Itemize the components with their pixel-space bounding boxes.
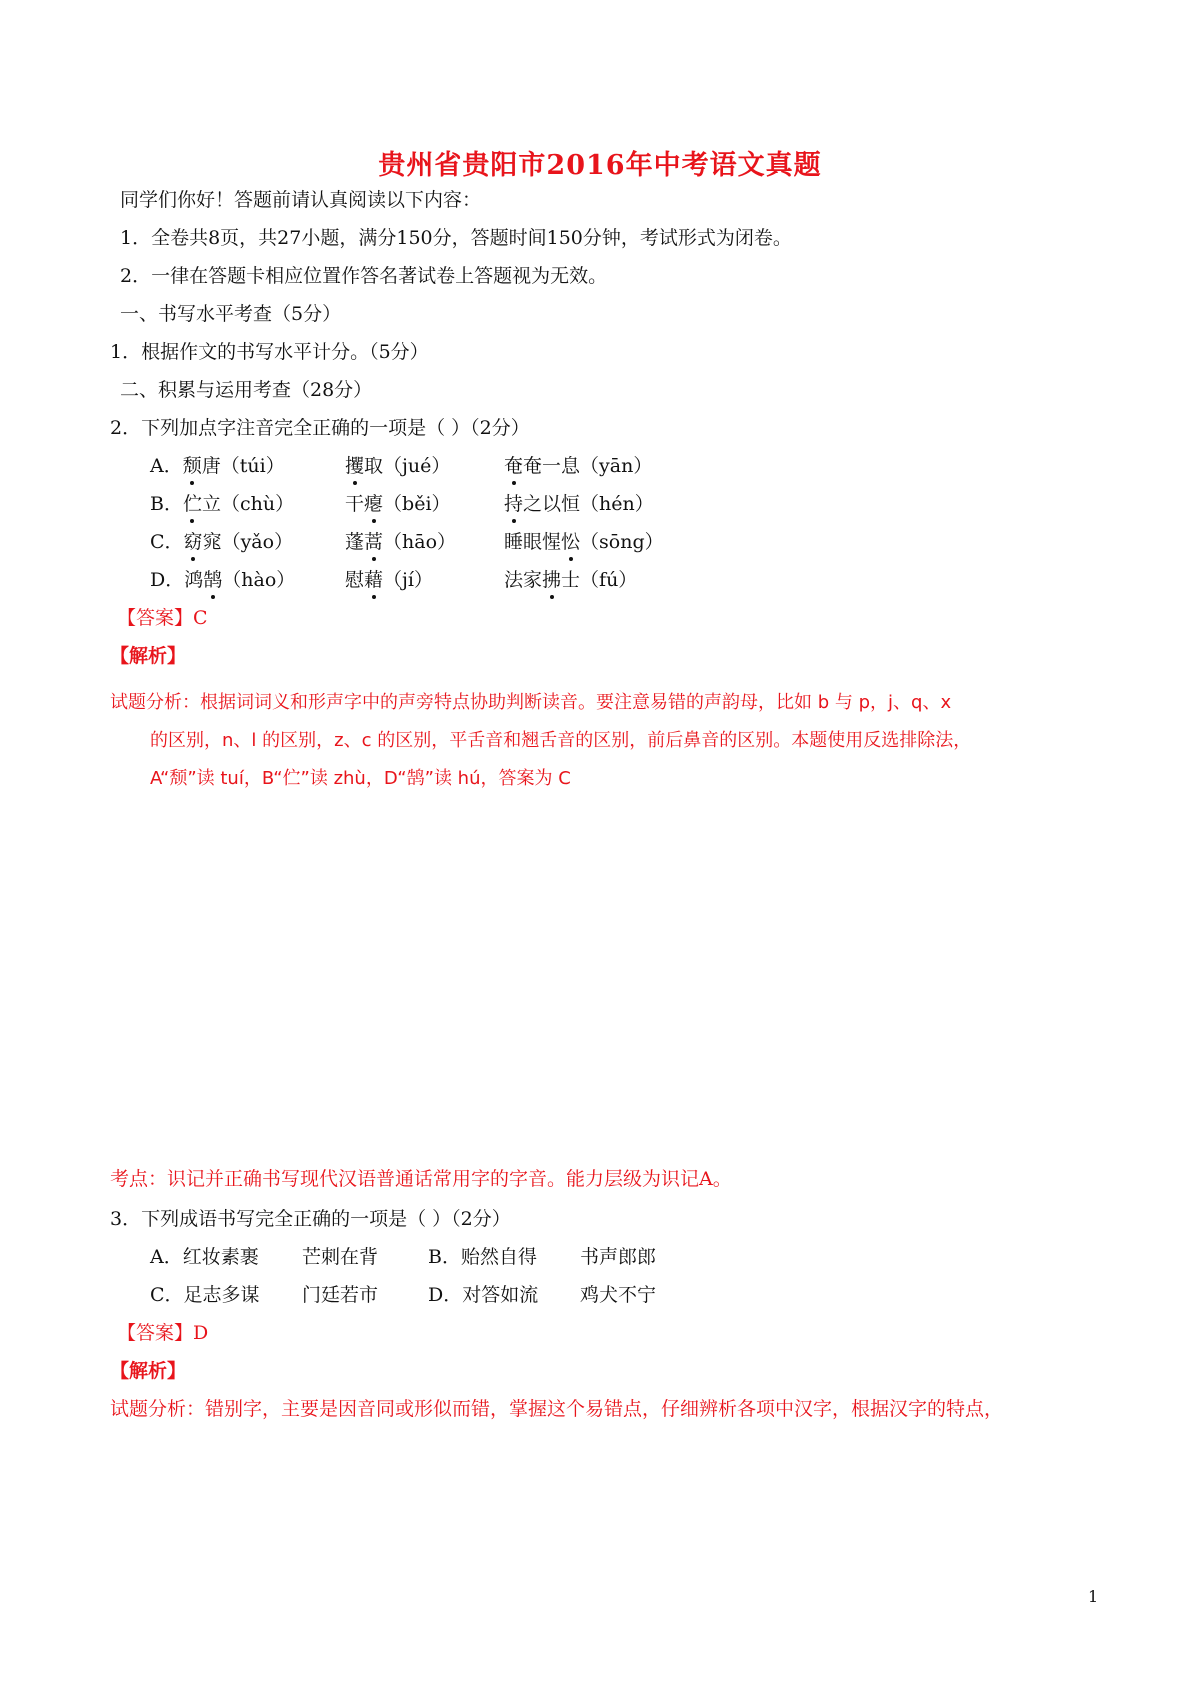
option-text: 唐（túi） [201,455,285,477]
question-2-analysis-label: 【解析】 [110,645,187,667]
dotted-char: 拂 [542,569,562,591]
question-2-answer: 【答案】C [117,607,208,629]
option-d: D．对答如流 [428,1284,539,1306]
dotted-char: 窈 [183,531,203,553]
option-text: 奄一息（yān） [523,455,653,477]
dotted-char: 藉 [364,569,384,591]
option-label: D． [150,569,185,591]
option-b [150,491,294,517]
dotted-char: 持 [504,493,524,515]
question-3-analysis-label: 【解析】 [110,1360,187,1382]
question-2-analysis-line-2: 的区别，n、l 的区别，z、c 的区别，平舌音和翘舌音的区别，前后鼻音的区别。本题使用反选排除法， [150,730,972,751]
option-d-word-3 [504,567,637,593]
option-text: （sōng） [580,531,664,553]
option-text: 立（chù） [201,493,295,515]
option-c-word-2 [345,529,456,555]
dotted-char: 蒿 [364,531,384,553]
rule-2: 2．一律在答题卡相应位置作答名著试卷上答题视为无效。 [120,265,608,287]
option-b-word-2 [345,491,451,517]
rule-1: 1．全卷共8页，共27小题，满分150分，答题时间150分钟，考试形式为闭卷。 [120,227,792,249]
option-text: 蓬 [345,531,365,553]
option-text: 法家 [504,569,543,591]
dotted-char: 忪 [561,531,581,553]
option-label: B． [150,493,183,515]
dotted-char: 瘪 [364,493,384,515]
option-c [150,529,293,555]
section-2-heading: 二、积累与运用考查（28分） [120,379,373,401]
option-text: （hào） [222,569,296,591]
option-label: C． [150,531,184,553]
option-d [150,567,295,593]
option-b-word-3 [504,491,654,517]
intro-text: 同学们你好！答题前请认真阅读以下内容： [120,189,482,211]
dotted-char: 攫 [345,455,365,477]
option-text: 鸿 [184,569,204,591]
option-a-word-3 [504,453,652,479]
dotted-char: 伫 [182,493,202,515]
option-text: 干 [345,493,365,515]
option-b-word-2: 书声郎郎 [580,1246,657,1268]
option-text: （jí） [383,569,433,591]
dotted-char: 鹄 [203,569,223,591]
section-1-heading: 一、书写水平考查（5分） [120,303,342,325]
question-2-kaodian: 考点：识记并正确书写现代汉语普通话常用字的字音。能力层级为识记A。 [110,1168,732,1190]
option-text: 之以恒（hén） [523,493,654,515]
option-c: C．足志多谋 [150,1284,260,1306]
question-3-analysis: 试题分析：错别字，主要是因音同或形似而错，掌握这个易错点，仔细辨析各项中汉字，根据汉字的特点， [110,1398,1004,1420]
option-text: 睡眼惺 [504,531,562,553]
option-c-word-2: 门廷若市 [302,1284,379,1306]
option-b: B．贻然自得 [428,1246,537,1268]
question-2-analysis-line-3: A“颓”读 tuí，B“伫”读 zhù，D“鹄”读 hú，答案为 C [150,768,571,789]
dotted-char: 颓 [182,455,202,477]
option-c-word-3 [504,529,664,555]
question-3-stem: 3．下列成语书写完全正确的一项是（ ）（2分） [110,1208,511,1230]
page-title: 贵州省贵阳市2016年中考语文真题 [378,150,822,181]
question-3-answer: 【答案】D [117,1322,209,1344]
option-text: （hāo） [383,531,457,553]
question-1: 1．根据作文的书写水平计分。（5分） [110,341,429,363]
option-text: （běi） [383,493,451,515]
option-label: A． [150,455,183,477]
option-a-word-2 [345,453,450,479]
option-d-word-2: 鸡犬不宁 [580,1284,657,1306]
option-a [150,453,285,479]
option-a-word-2: 芒刺在背 [302,1246,379,1268]
option-text: 窕（yǎo） [202,531,294,553]
page-number: 1 [1088,1587,1099,1606]
question-2-analysis-line-1: 试题分析：根据词词义和形声字中的声旁特点协助判断读音。要注意易错的声韵母，比如 b 与 p，j、q、x [110,692,952,713]
dotted-char: 奄 [504,455,524,477]
question-2-stem: 2．下列加点字注音完全正确的一项是（ ）（2分） [110,417,530,439]
option-d-word-2 [345,567,433,593]
option-text: 慰 [345,569,365,591]
option-text: 取（jué） [364,455,451,477]
option-a: A．红妆素裹 [150,1246,259,1268]
option-text: 士（fú） [561,569,638,591]
